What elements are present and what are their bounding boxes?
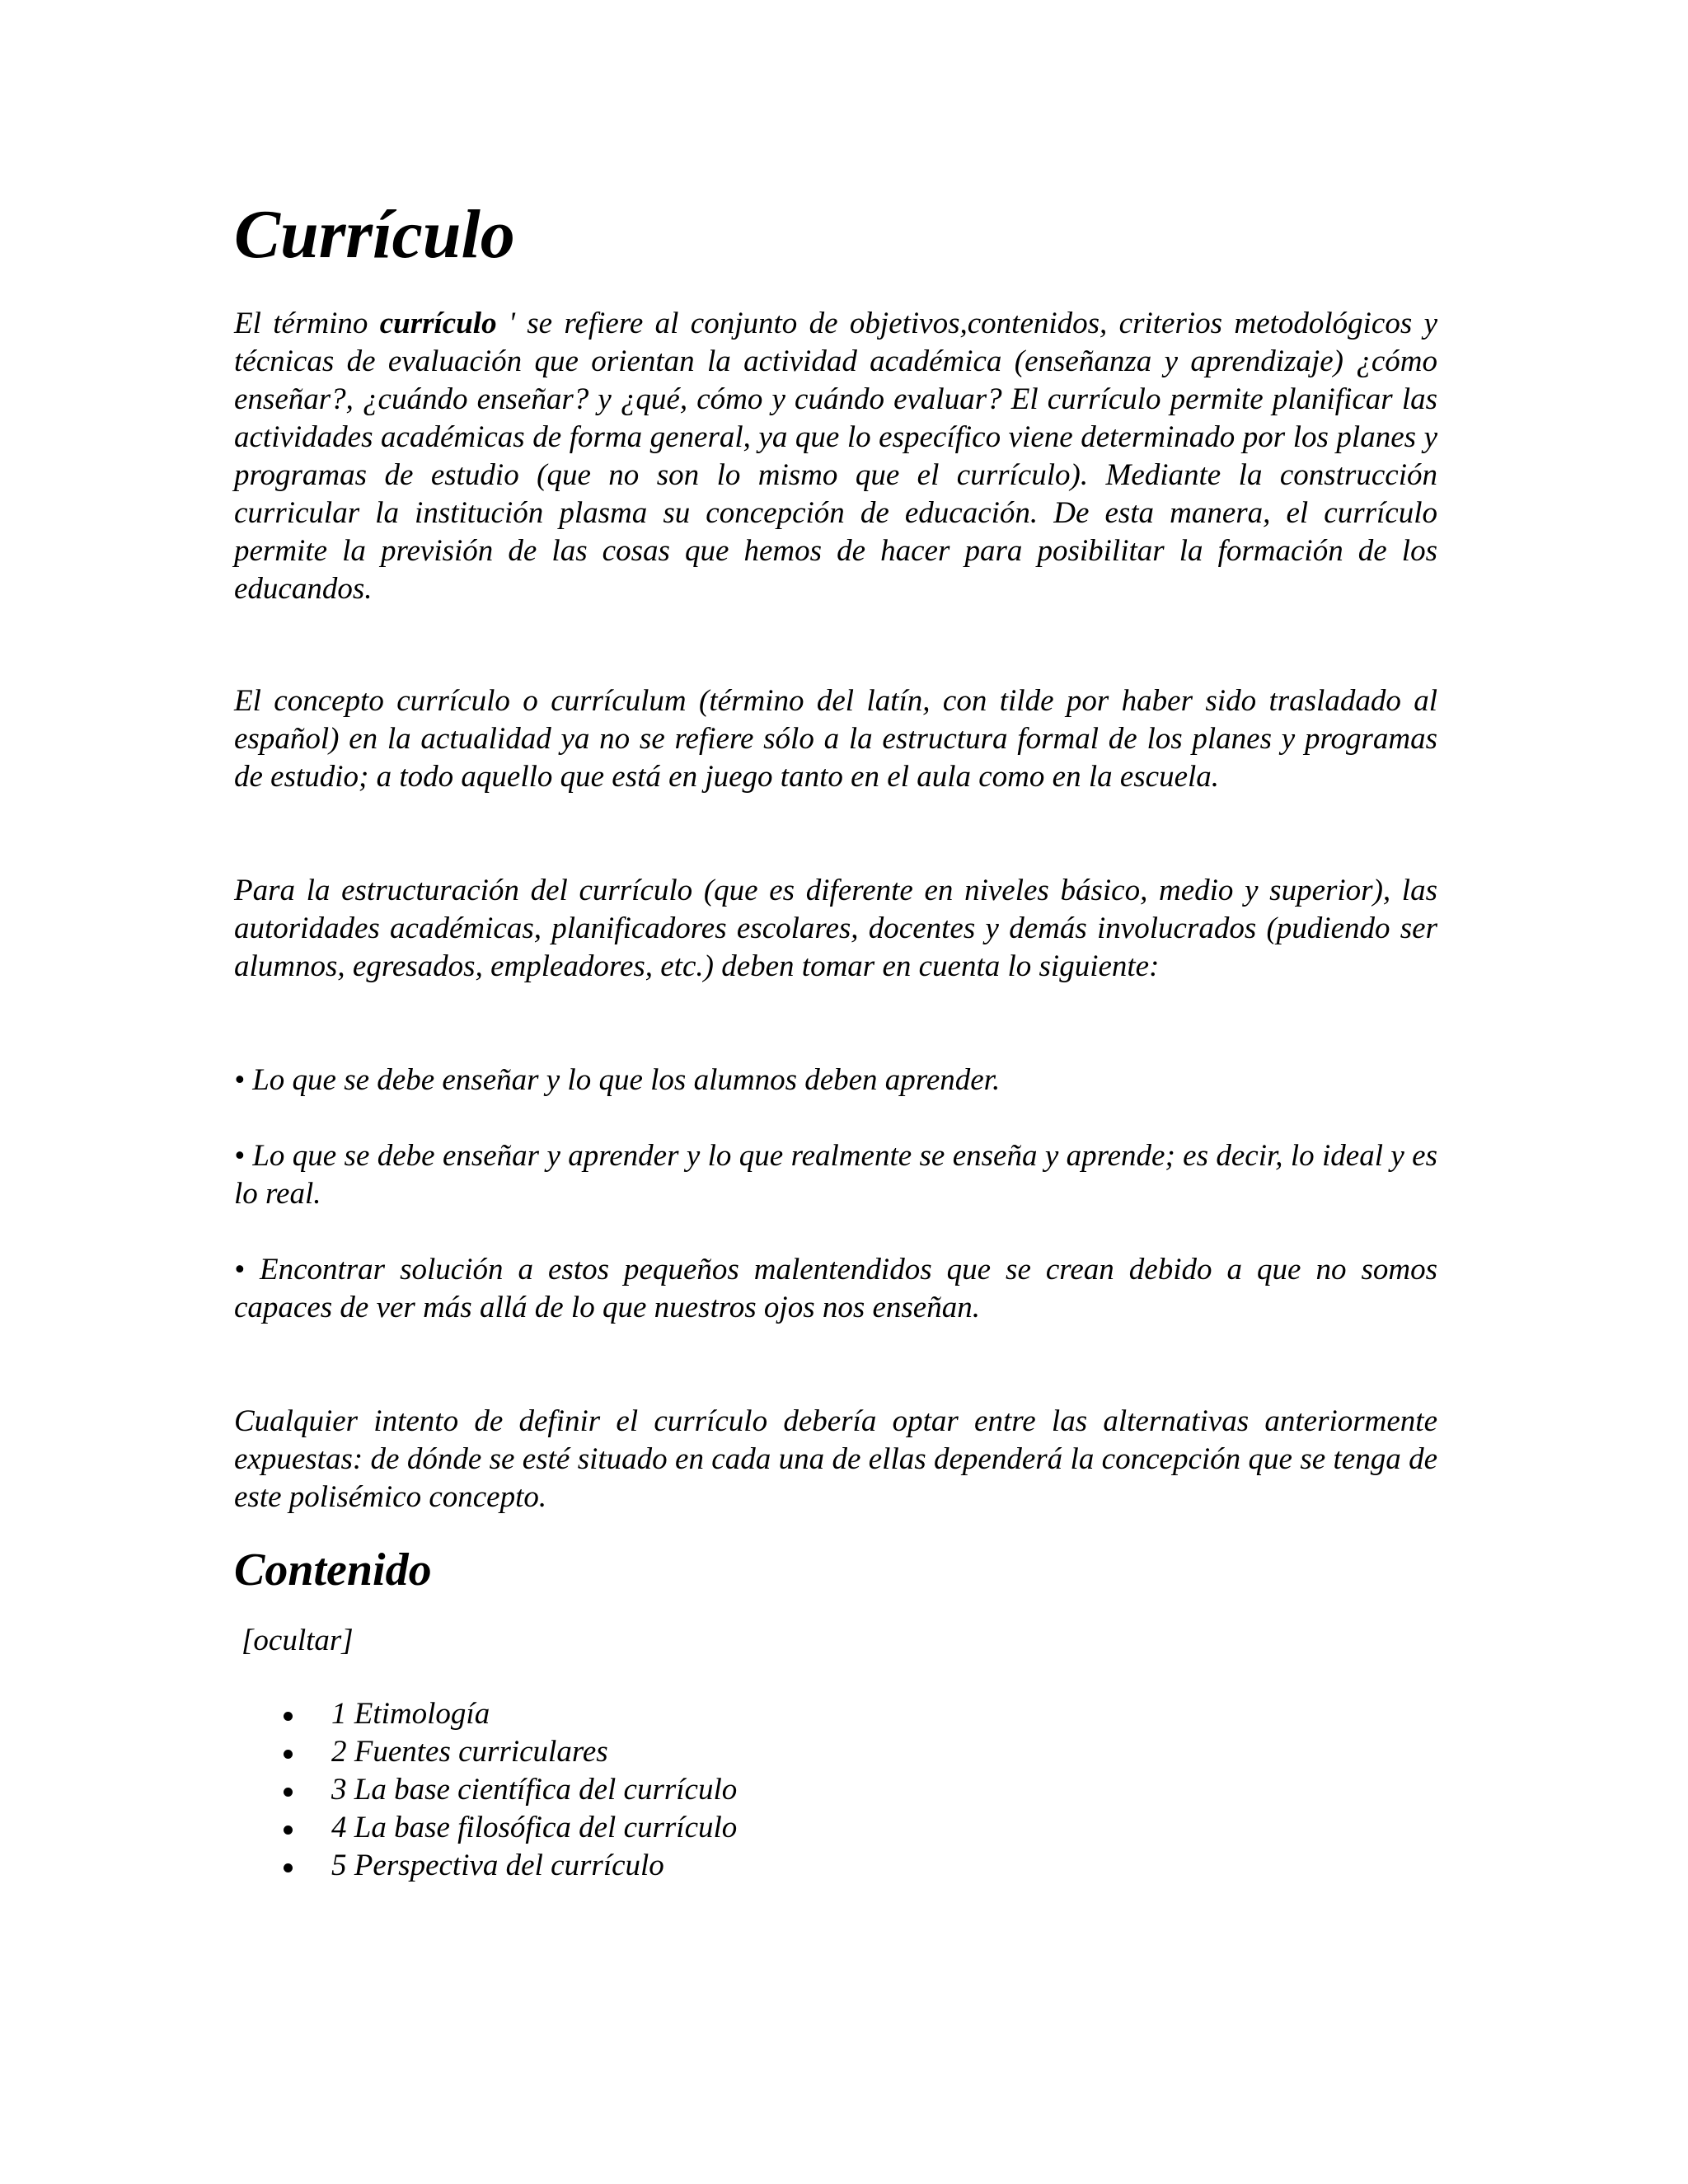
toc-item-label: 4 La base filosófica del currículo — [331, 1811, 738, 1844]
toc-item-label: 1 Etimología — [331, 1697, 490, 1731]
bullet-paragraph-1: • Lo que se debe enseñar y lo que los alumnos deben aprender. — [234, 1063, 1001, 1097]
contents-heading: Contenido — [234, 1544, 432, 1596]
toc-item-label: 2 Fuentes curriculares — [331, 1735, 608, 1769]
intro-term: currículo — [379, 307, 497, 340]
toc-item-base-cientifica[interactable] — [234, 1771, 1437, 1809]
concept-paragraph: El concepto currículo o currículum (término del latín, con tilde por haber sido trasladado al español) en la actualidad ya no se refiere sólo a la estructura formal de los planes y programas de estudio; a todo aquello que está en juego tanto en el aula como en la escuela. — [234, 684, 1437, 794]
toc-item-fuentes-curriculares[interactable] — [234, 1733, 1437, 1771]
bullet-paragraph-3: • Encontrar solución a estos pequeños malentendidos que se crean debido a que no somos capaces de ver más allá de lo que nuestros ojos nos enseñan. — [234, 1253, 1437, 1324]
bullet-dot-icon — [284, 1750, 293, 1759]
intro-rest: ' se refiere al conjunto de objetivos,contenidos, criterios metodológicos y técnicas de evaluación que orientan la actividad académica (enseñanza y aprendizaje) ¿cómo enseñar?, ¿cuándo enseñar? y ¿qué, cómo y cuándo evaluar? El currículo permite planificar las actividades académicas de forma general, ya que lo específico viene determinado por los planes y programas de estudio (que no son lo mismo que el currículo). Mediante la construcción curricular la institución plasma su concepción de educación. De esta manera, el currículo permite la previsión de las cosas que hemos de hacer para posibilitar la formación de los educandos. — [234, 307, 1438, 606]
bullet-dot-icon — [284, 1712, 293, 1721]
toc-item-etimologia[interactable] — [234, 1695, 1437, 1733]
hide-toggle-link[interactable]: [ocultar] — [241, 1624, 354, 1657]
definition-paragraph: Cualquier intento de definir el currículo debería optar entre las alternativas anteriormente expuestas: de dónde se esté situado en cada una de ellas dependerá la concepción que se tenga de este polisémico concepto. — [234, 1404, 1437, 1514]
page-title: Currículo — [234, 196, 515, 273]
bullet-paragraph-2: • Lo que se debe enseñar y aprender y lo que realmente se enseña y aprende; es decir, lo ideal y es lo real. — [234, 1139, 1437, 1211]
structure-paragraph: Para la estructuración del currículo (que es diferente en niveles básico, medio y superior), las autoridades académicas, planificadores escolares, docentes y demás involucrados (pudiendo ser alumnos, egresados, empleadores, etc.) deben tomar en cuenta lo siguiente: — [234, 874, 1437, 983]
intro-lead: El término — [234, 307, 380, 340]
bullet-dot-icon — [284, 1825, 293, 1835]
bullet-dot-icon — [284, 1788, 293, 1797]
bullet-dot-icon — [284, 1863, 293, 1872]
toc-item-base-filosofica[interactable] — [234, 1809, 1437, 1847]
document-page — [234, 190, 1437, 1885]
toc-item-label: 5 Perspectiva del currículo — [331, 1849, 664, 1882]
intro-paragraph — [234, 305, 1437, 608]
toc-item-label: 3 La base científica del currículo — [331, 1773, 738, 1807]
toc-item-perspectiva[interactable] — [234, 1847, 1437, 1885]
table-of-contents — [234, 1695, 1437, 1885]
